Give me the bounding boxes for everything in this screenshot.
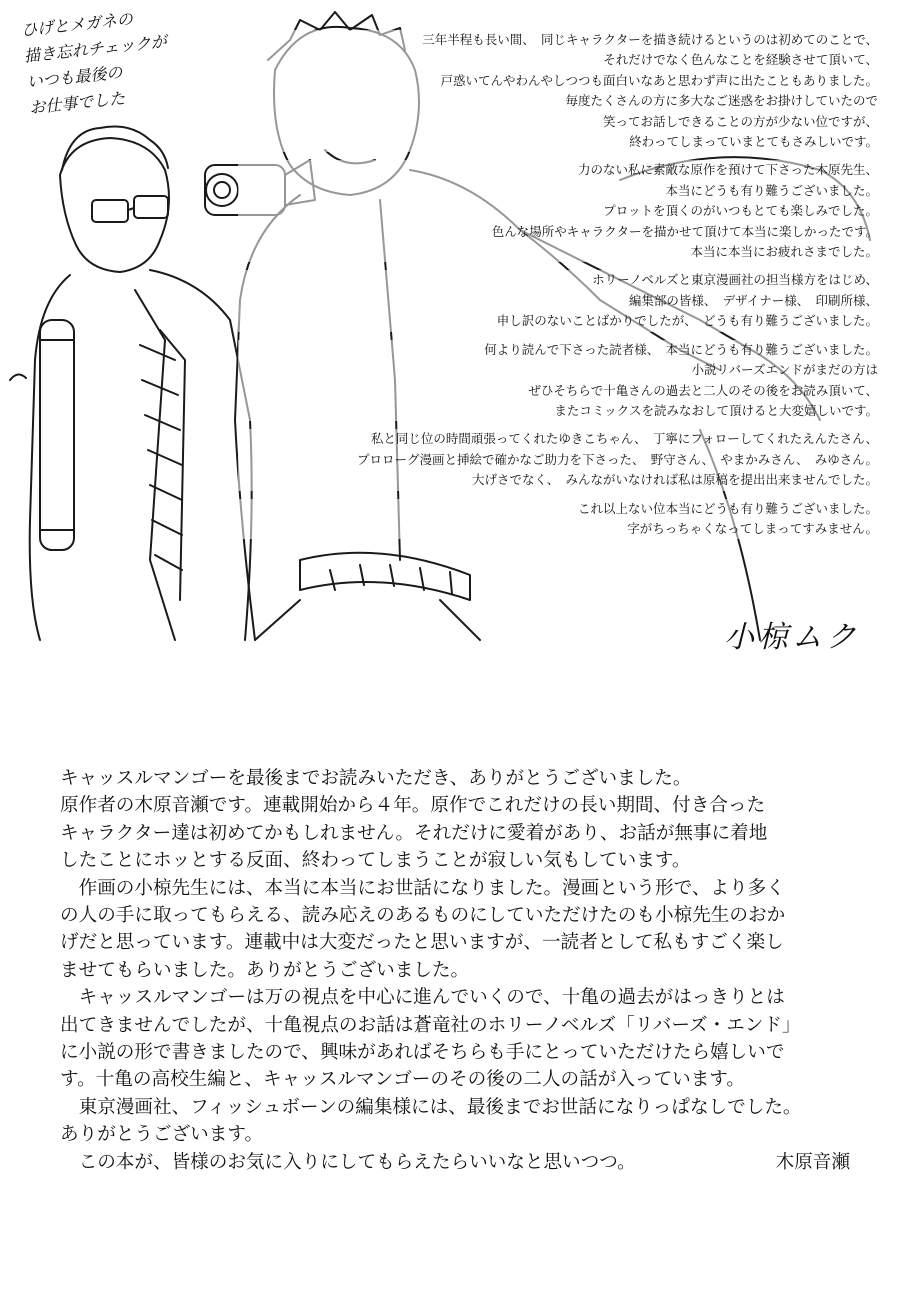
artist-message-line: 私と同じ位の時間頑張ってくれたゆきこちゃん、 丁寧にフォローしてくれたえんたさん、 xyxy=(238,429,878,449)
artist-message-line: 本当に本当にお疲れさまでした。 xyxy=(238,242,878,262)
artist-message-line: これ以上ない位本当にどうも有り難うございました。 xyxy=(238,499,878,519)
artist-message-line: プロットを頂くのがいつもとても楽しみでした。 xyxy=(238,201,878,221)
afterword-line: す。十亀の高校生編と、キャッスルマンゴーのその後の二人の話が入っています。 xyxy=(60,1069,745,1091)
afterword-line: の人の手に取ってもらえる、読み応えのあるものにしていただけたのも小椋先生のおか xyxy=(60,905,786,927)
afterword-line: ありがとうございます。 xyxy=(60,1124,264,1146)
afterword-line: げだと思っています。連載中は大変だったと思いますが、一読者として私もすごく楽し xyxy=(60,932,784,954)
afterword-line: ませてもらいました。ありがとうございました。 xyxy=(60,959,470,981)
message-spacer xyxy=(238,421,878,429)
artist-message-line: 色んな場所やキャラクターを描かせて頂けて本当に楽しかったです。 xyxy=(238,222,878,242)
artist-message-line: 三年半程も長い間、 同じキャラクターを描き続けるというのは初めてのことで、 xyxy=(238,30,878,50)
artist-message-line: 申し訳のないことばかりでしたが、 どうも有り難うございました。 xyxy=(238,311,878,331)
afterword-closing-row xyxy=(60,1149,850,1176)
message-spacer xyxy=(238,152,878,160)
afterword-line: キャッスルマンゴーは万の視点を中心に進んでいくので、十亀の過去がはっきりとは xyxy=(60,987,785,1009)
artist-message-line: それだけでなく色んなことを経験させて頂いて、 xyxy=(238,50,878,70)
artist-message-line: 戸惑いてんやわんやしつつも面白いなあと思わず声に出たこともありました。 xyxy=(238,71,878,91)
rolled-paper xyxy=(40,320,74,550)
artist-message-line: 字がちっちゃくなってしまってすみません。 xyxy=(238,519,878,539)
glasses-icon xyxy=(92,200,128,222)
corner-note-line: お仕事でした xyxy=(28,88,126,118)
striped-necktie xyxy=(135,290,175,640)
message-spacer xyxy=(238,491,878,499)
artist-message-line: ぜひそちらで十亀さんの過去と二人のその後をお読み頂いて、 xyxy=(238,381,878,401)
artist-message-line: 編集部の皆様、 デザイナー様、 印刷所様、 xyxy=(238,291,878,311)
artist-message-line: 毎度たくさんの方に多大なご迷惑をお掛けしていたので xyxy=(238,91,878,111)
left-character-head xyxy=(60,138,169,272)
message-spacer xyxy=(238,262,878,270)
author-afterword xyxy=(60,765,860,1176)
afterword-line: 出てきませんでしたが、十亀視点のお話は蒼竜社のホリーノベルズ「リバーズ・エンド」 xyxy=(60,1014,801,1036)
afterword-line: キャラクター達は初めてかもしれません。それだけに愛着があり、お話が無事に着地 xyxy=(60,822,768,844)
author-name: 木原音瀬 xyxy=(775,1151,850,1173)
afterword-closing-line: この本が、皆様のお気に入りにしてもらえたらいいなと思いつつ。 xyxy=(60,1151,636,1173)
artist-message-line: 本当にどうも有り難うございました。 xyxy=(238,181,878,201)
artist-signature: 小椋ムク xyxy=(724,620,860,655)
artist-message-line: プロローグ漫画と挿絵で確かなご助力を下さった、 野守さん、 やまかみさん、 みゆさん。 xyxy=(238,450,878,470)
artist-message-line: 大げさでなく、 みんながいなければ私は原稿を提出出来ませんでした。 xyxy=(238,470,878,490)
artist-message-line: 力のない私に素敵な原作を預けて下さった木原先生、 xyxy=(238,160,878,180)
corner-note-line: 描き忘れチェックが xyxy=(23,31,168,66)
message-spacer xyxy=(238,332,878,340)
afterword-line: したことにホッとする反面、終わってしまうことが寂しい気もしています。 xyxy=(60,850,691,872)
corner-note-line: ひげとメガネの xyxy=(20,9,134,40)
afterword-line: 東京漫画社、フィッシュボーンの編集様には、最後までお世話になりっぱなしでした。 xyxy=(60,1096,802,1118)
artist-message-line: 何より読んで下さった読者様、 本当にどうも有り難うございました。 xyxy=(238,340,878,360)
afterword-line: キャッスルマンゴーを最後までお読みいただき、ありがとうございました。 xyxy=(60,768,692,789)
afterword-line: 原作者の木原音瀬です。連載開始から４年。原作でこれだけの長い期間、付き合った xyxy=(60,795,766,817)
afterword-line: 作画の小椋先生には、本当に本当にお世話になりました。漫画という形で、より多く xyxy=(60,877,785,899)
artist-message-line: 小説リバーズエンドがまだの方は xyxy=(238,360,878,380)
artist-message-line: 笑ってお話しできることの方が少ない位ですが、 xyxy=(238,112,878,132)
corner-note-line: いつも最後の xyxy=(25,62,124,92)
artist-message-line: 終わってしまっていまとてもさみしいです。 xyxy=(238,132,878,152)
artist-message-line: ホリーノベルズと東京漫画社の担当様方をはじめ、 xyxy=(238,270,878,290)
artist-message-line: またコミックスを読みなおして頂けると大変嬉しいです。 xyxy=(238,401,878,421)
afterword-line: に小説の形で書きましたので、興味があればそちらも手にとっていただけたら嬉しいで xyxy=(60,1042,785,1064)
belt xyxy=(300,553,470,600)
artist-message xyxy=(238,30,878,539)
